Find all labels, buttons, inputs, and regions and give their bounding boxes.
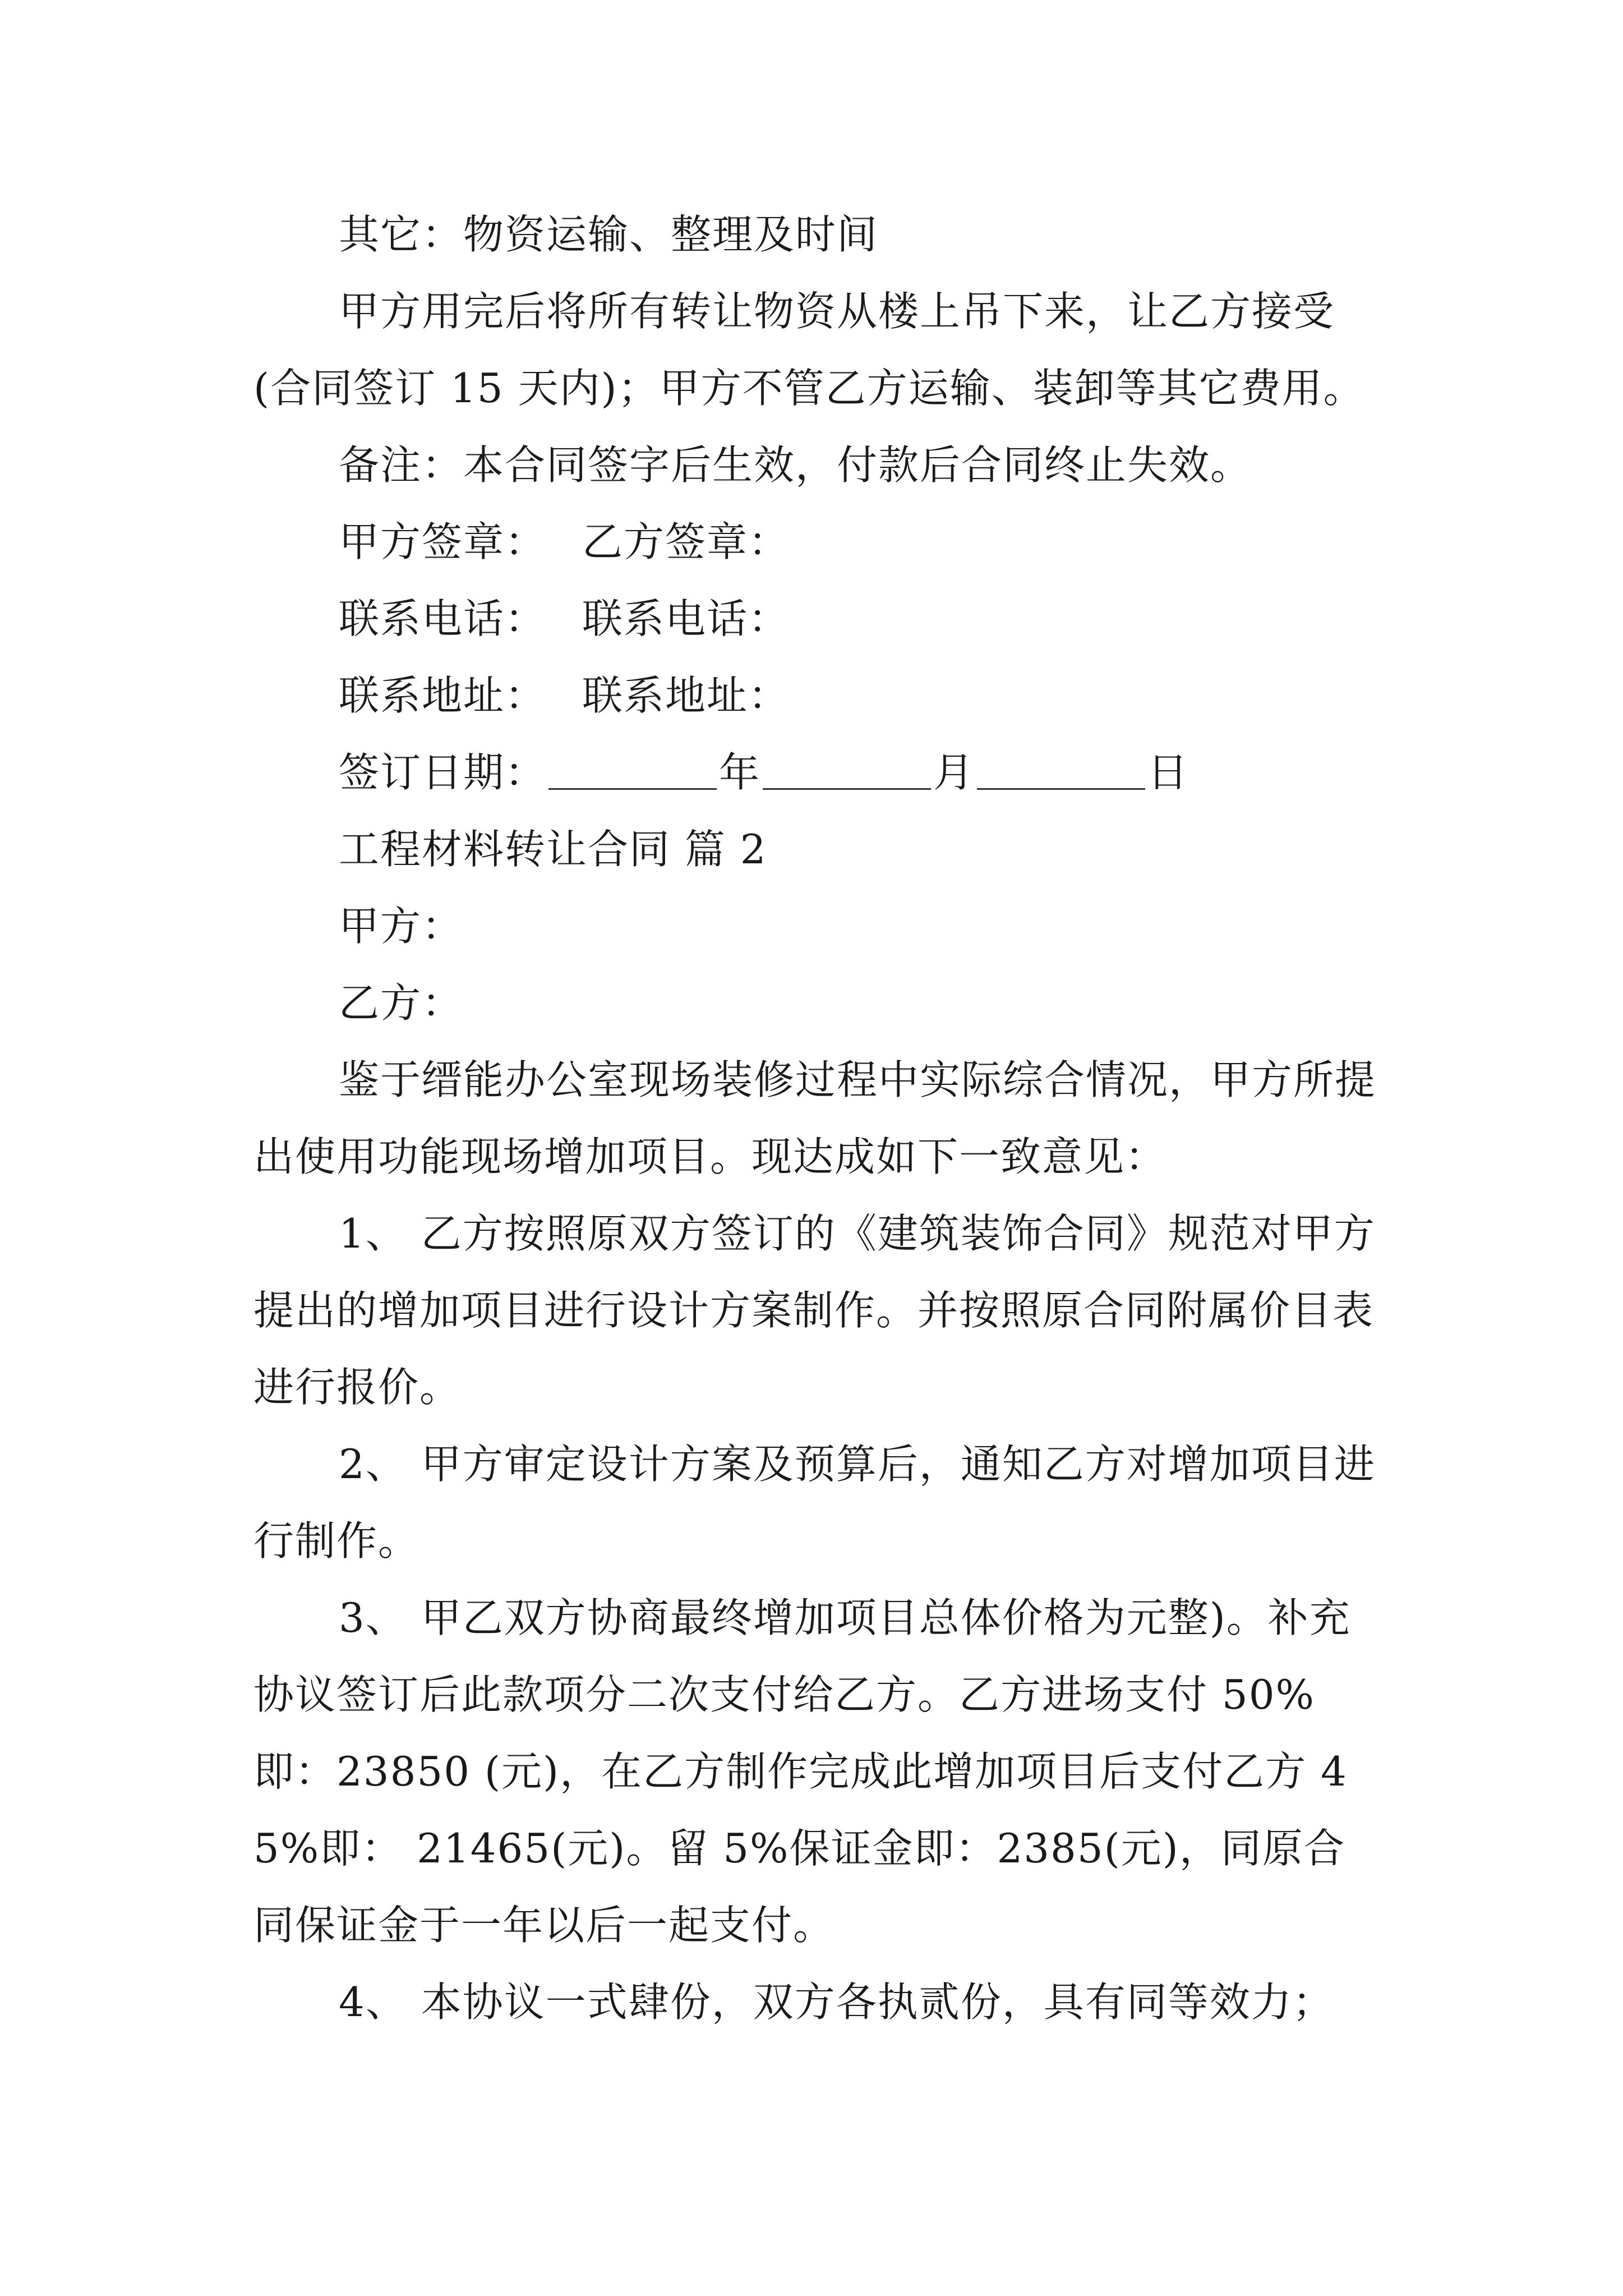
day-blank (977, 748, 1145, 790)
party-b-signature-label: 乙方签章： (582, 518, 790, 565)
year-blank (548, 748, 717, 790)
party-b-phone-label: 联系电话： (582, 595, 790, 642)
section-title: 工程材料转让合同 篇 2 (339, 826, 767, 873)
party-b-label: 乙方： (339, 979, 464, 1027)
clause-3: 3、 甲乙双方协商最终增加项目总体价格为元整)。补充协议签订后此款项分二次支付给乙方。乙方进场支付 50%即：23850 (元)，在乙方制作完成此增加项目后支付乙方 45%即： 21465(元)。留 5%保证金即：2385(元)，同原合同保证金于一年以后一起支付。 (253, 1594, 1351, 1949)
clause-2: 2、 甲方审定设计方案及预算后，通知乙方对增加项目进行制作。 (253, 1441, 1376, 1565)
paragraph-preamble: 鉴于缙能办公室现场装修过程中实际综合情况，甲方所提出使用功能现场增加项目。现达成如下一致意见： (253, 1056, 1377, 1180)
clause-4: 4、 本协议一式肆份，双方各执贰份，具有同等效力； (339, 1978, 1334, 2026)
paragraph-other-transport: 其它：物资运输、整理及时间 (339, 211, 879, 258)
signature-line (253, 504, 1386, 581)
party-a-label: 甲方： (339, 903, 464, 950)
party-a-phone-label: 联系电话： (339, 595, 547, 642)
date-label: 签订日期： (339, 749, 547, 796)
party-b-address-label: 联系地址： (582, 672, 790, 719)
day-label: 日 (1147, 749, 1189, 796)
phone-line (253, 581, 1386, 657)
month-blank (763, 748, 931, 790)
paragraph-party-a-unload: 甲方用完后将所有转让物资从楼上吊下来，让乙方接受(合同签订 15 天内)；甲方不管乙方运输、装卸等其它费用。 (253, 288, 1365, 412)
document-content (253, 196, 1386, 2041)
party-a-address-label: 联系地址： (339, 672, 547, 719)
party-a-signature-label: 甲方签章： (339, 518, 547, 565)
address-line (253, 657, 1386, 734)
date-line (253, 734, 1386, 811)
clause-1: 1、 乙方按照原双方签订的《建筑装饰合同》规范对甲方提出的增加项目进行设计方案制作。并按照原合同附属价目表进行报价。 (253, 1210, 1376, 1411)
paragraph-remark: 备注：本合同签字后生效，付款后合同终止失效。 (339, 441, 1252, 489)
month-label: 月 (933, 749, 975, 796)
year-label: 年 (719, 749, 761, 796)
